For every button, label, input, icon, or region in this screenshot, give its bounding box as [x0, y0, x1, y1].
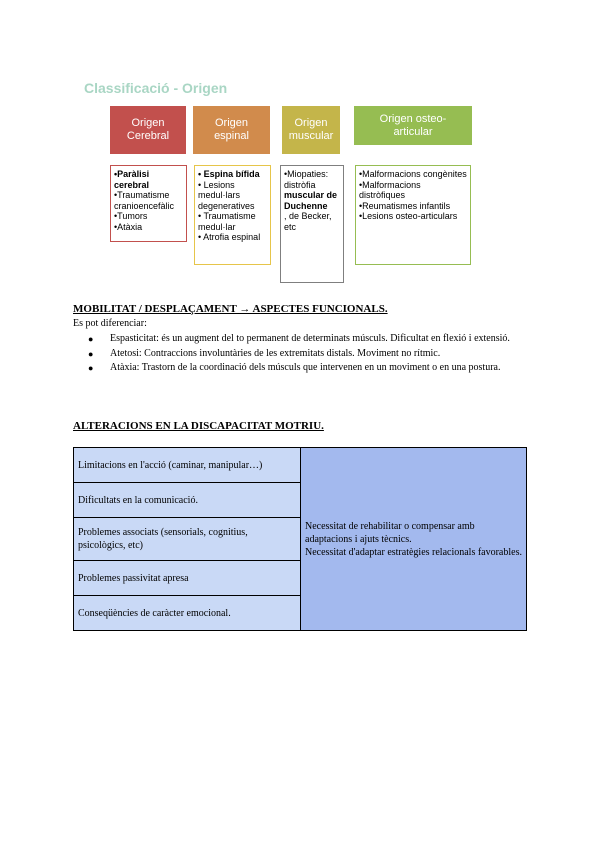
list-item — [73, 347, 527, 362]
card-item: •Malformacions distròfiques — [359, 179, 421, 200]
list-item — [73, 332, 527, 347]
table-cell: Conseqüències de caràcter emocional. — [74, 596, 301, 631]
table-cell: Limitacions en l'acció (caminar, manipular…) — [74, 448, 301, 483]
table-cell: Problemes passivitat apresa — [74, 561, 301, 596]
card-item: •Reumatismes infantils — [359, 200, 451, 211]
header-origen-osteoarticular: Origen osteo- articular — [354, 106, 472, 145]
needs-line: Necessitat de rehabilitar o compensar amb adaptacions i ajuts tècnics. — [305, 520, 475, 545]
diagram-title: Classificació - Origen — [84, 80, 228, 96]
card-item: •Miopaties: distròfia — [284, 169, 329, 190]
card-item: •Tumors — [114, 211, 148, 221]
bullet-icon: ● — [88, 334, 94, 344]
card-item: • Espina bífida — [198, 169, 260, 179]
needs-cell — [301, 448, 527, 631]
header-origen-espinal: Origen espinal — [193, 106, 270, 154]
card-item: muscular de Duchenne — [284, 190, 338, 211]
card-origen-espinal — [194, 165, 271, 265]
list-item — [73, 361, 527, 376]
alterations-table — [73, 447, 527, 631]
card-item: •Atàxia — [114, 221, 143, 232]
header-origen-muscular: Origen muscular — [282, 106, 340, 154]
card-item: •Malformacions congènites — [359, 169, 467, 179]
list-item-text: Atàxia: Trastorn de la coordinació dels músculs que intervenen en un moviment o en una postura. — [110, 362, 501, 373]
mobility-intro: Es pot diferenciar: — [73, 318, 147, 329]
mobility-list — [73, 332, 527, 376]
card-item: •Paràlisi cerebral — [114, 169, 150, 190]
card-item: , de Becker, etc — [284, 211, 332, 232]
table-cell: Problemes associats (sensorials, cognitius, psicològics, etc) — [74, 518, 301, 561]
card-item: • Lesions medul·lars degeneratives — [198, 179, 255, 211]
table-row — [74, 448, 527, 483]
bullet-icon: ● — [88, 363, 94, 373]
header-origen-cerebral: Origen Cerebral — [110, 106, 186, 154]
bullet-icon: ● — [88, 348, 94, 359]
table-cell: Dificultats en la comunicació. — [74, 483, 301, 518]
card-origen-muscular — [280, 165, 344, 283]
alterations-heading: ALTERACIONS EN LA DISCAPACITAT MOTRIU. — [73, 420, 324, 432]
card-item: •Lesions osteo-articulars — [359, 211, 458, 221]
card-origen-cerebral — [110, 165, 187, 242]
card-item: •Traumatisme cranioencefàlic — [114, 190, 175, 211]
needs-line: Necessitat d'adaptar estratègies relacionals favorables. — [305, 546, 522, 558]
card-item: • Traumatisme medul·lar — [198, 211, 256, 232]
list-item-text: Atetosi: Contraccions involuntàries de les extremitats distals. Moviment no rítmic. — [110, 347, 441, 359]
card-item: • Atrofia espinal — [198, 232, 261, 242]
list-item-text: Espasticitat: és un augment del to permanent de determinats músculs. Dificultat en flexió i extensió. — [110, 333, 510, 344]
card-origen-osteoarticular — [355, 165, 471, 265]
mobility-heading: MOBILITAT / DESPLAÇAMENT → ASPECTES FUNCIONALS. — [73, 303, 388, 315]
